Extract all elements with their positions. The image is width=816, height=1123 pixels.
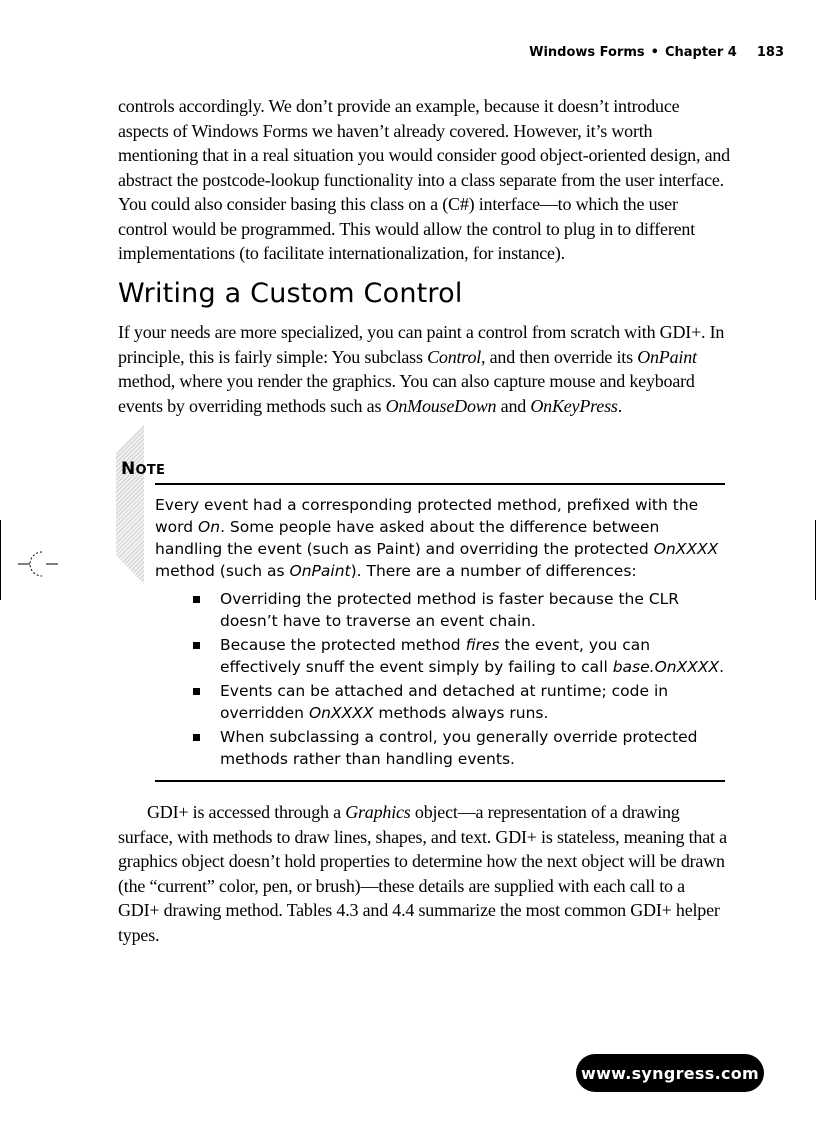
code-term: OnPaint <box>637 346 697 367</box>
code-term: OnMouseDown <box>385 395 497 416</box>
text-run: If your needs are more specialized, you can paint a control from scratch with GDI+. In principle, this is fairly simple: You subclass <box>118 322 725 367</box>
section-heading: Writing a Custom Control <box>118 278 463 309</box>
text-run: Events can be attached and detached at runtime; code in overridden <box>220 682 669 722</box>
code-term: OnKeyPress <box>530 395 618 416</box>
square-bullet-icon <box>193 642 200 649</box>
text-run: . <box>617 395 622 416</box>
header-chapter: Chapter 4 <box>664 45 737 60</box>
code-term: On <box>198 518 221 536</box>
code-term: Control <box>427 346 482 367</box>
text-run: Because the protected method <box>220 636 466 654</box>
code-term: base.OnXXXX <box>612 658 720 676</box>
note-label-rest: OTE <box>135 463 166 478</box>
note-top-rule <box>155 483 725 485</box>
text-run: object—a representation of a drawing surface, with methods to draw lines, shapes, and text. GDI+ is stateless, meaning that a graphics object doesn’t hold properties to determine how the next object will be drawn (the “current” color, pen, or brush)—these details are supplied with each call to a GDI+ drawing method. Tables 4.3 and 4.4 summarize the most common GDI+ helper types. <box>118 802 727 945</box>
crop-mark-left <box>0 520 1 600</box>
registration-mark-icon <box>18 548 58 580</box>
page-number: 183 <box>756 45 784 60</box>
code-term: OnXXXX <box>653 540 719 558</box>
header-separator: • <box>650 45 659 60</box>
text-run: methods always runs. <box>373 704 549 722</box>
list-item <box>190 680 725 724</box>
note-label-initial: N <box>121 459 136 479</box>
note-label <box>121 459 165 479</box>
code-term: OnPaint <box>289 562 351 580</box>
text-run: Overriding the protected method is faster because the CLR doesn’t have to traverse an event chain. <box>220 590 680 630</box>
text-run: method (such as <box>155 562 290 580</box>
square-bullet-icon <box>193 688 200 695</box>
note-bottom-rule <box>155 780 725 782</box>
text-run: method, where you render the graphics. You can also capture mouse and keyboard events by overriding methods such as <box>118 371 695 416</box>
code-term: OnXXXX <box>308 704 374 722</box>
text-run: the event, you can effectively snuff the event simply by failing to call <box>220 636 651 676</box>
text-run: and <box>496 395 531 416</box>
text-run: When subclassing a control, you generally override protected methods rather than handling events. <box>220 728 698 768</box>
footer-url-badge: www.syngress.com <box>576 1054 764 1092</box>
text-run: Every event had a corresponding protected method, prefixed with the word <box>155 496 699 536</box>
text-run: . <box>719 658 725 676</box>
text-run: . Some people have asked about the difference between handling the event (such as Paint) and overriding the protected <box>155 518 660 558</box>
note-body <box>155 494 725 582</box>
paragraph-gdi <box>118 800 730 947</box>
note-tab-graphic <box>116 424 144 584</box>
header-book-section: Windows Forms <box>529 45 645 60</box>
list-item <box>190 588 725 632</box>
text-run: , and then override its <box>481 346 638 367</box>
list-item <box>190 726 725 770</box>
square-bullet-icon <box>193 596 200 603</box>
paragraph-custom-control <box>118 320 730 418</box>
note-bullet-list <box>190 588 725 772</box>
code-term: Graphics <box>345 802 411 822</box>
text-run: GDI+ is accessed through a <box>147 802 346 822</box>
emphasis: fires <box>465 636 500 654</box>
running-header <box>529 45 784 60</box>
list-item <box>190 634 725 678</box>
square-bullet-icon <box>193 734 200 741</box>
paragraph-intro: controls accordingly. We don’t provide an example, because it doesn’t introduce aspects of Windows Forms we haven’t already covered. However, it’s worth mentioning that in a real situation you would consider good object-oriented design, and abstract the postcode-lookup functionality into a class separate from the user interface. You could also consider basing this class on a (C#) interface—to which the user control would be programmed. This would allow the control to plug in to different implementations (to facilitate internationalization, for instance). <box>118 96 730 263</box>
text-run: ). There are a number of differences: <box>350 562 637 580</box>
